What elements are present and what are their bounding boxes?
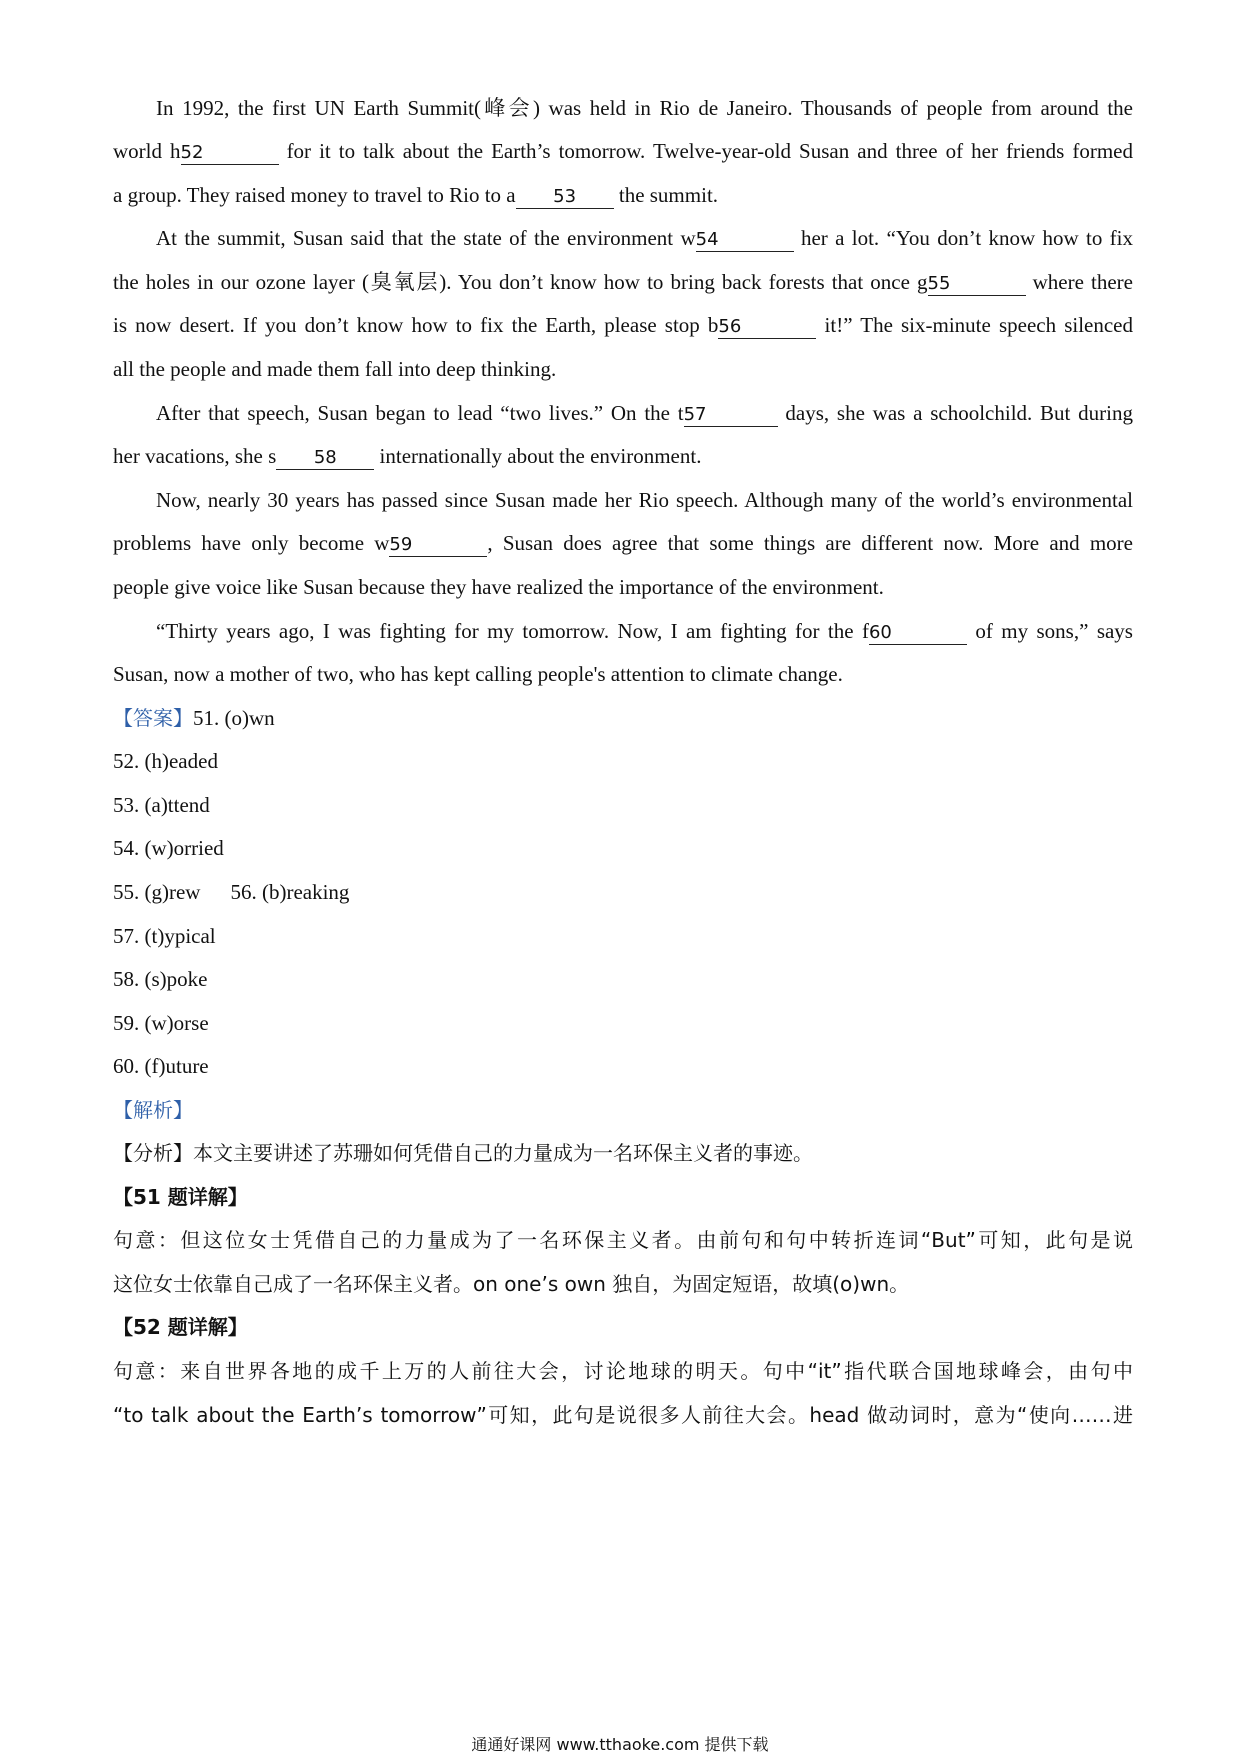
passage-text: the summit. [613,183,719,207]
detail-51-line: 句意：但这位女士凭借自己的力量成为了一名环保主义者。由前句和句中转折连词“But”可知，此句是说 [113,1228,1133,1252]
answer-54: 54. (w)orried [113,836,224,860]
passage-text: days, she was a schoolchild. But during [777,401,1134,425]
passage-text: After that speech, Susan began to lead “two lives.” On the t [156,401,684,425]
answer-line [113,704,1133,735]
blank-56[interactable]: 56 [718,316,816,339]
answer-60: 60. (f)uture [113,1054,209,1078]
passage-text: , Susan does agree that some things are different now. More and more [487,531,1133,555]
detail-52-line: 句意：来自世界各地的成千上万的人前往大会，讨论地球的明天。句中“it”指代联合国地球峰会，由句中 [113,1359,1133,1383]
answer-line [113,878,1133,906]
blank-59[interactable]: 59 [389,534,487,557]
passage-line [156,224,1133,252]
passage-line [113,181,1133,209]
passage-text: where there [1025,270,1133,294]
answer-53: 53. (a)ttend [113,793,210,817]
passage-line [156,617,1133,645]
analysis-tag: 【解析】 [113,1098,193,1122]
answer-51: 51. (o)wn [193,706,275,730]
answer-59: 59. (w)orse [113,1011,209,1035]
detail-51-line: 这位女士依靠自己成了一名环保主义者。on one’s own 独自，为固定短语，故填(o)wn。 [113,1272,910,1296]
passage-line: In 1992, the first UN Earth Summit(峰会) was held in Rio de Janeiro. Thousands of people from around the [156,96,1133,120]
passage-line: people give voice like Susan because they have realized the importance of the environment. [113,575,884,599]
passage-text: problems have only become w [113,531,390,555]
passage-text: a group. They raised money to travel to Rio to a [113,183,516,207]
passage-text: the holes in our ozone layer (臭氧层). You don’t know how to bring back forests that once g [113,270,928,294]
passage-line: Now, nearly 30 years has passed since Susan made her Rio speech. Although many of the world’s environmental [156,488,1133,512]
blank-58[interactable]: 58 [276,447,374,470]
analysis-summary: 【分析】本文主要讲述了苏珊如何凭借自己的力量成为一名环保主义者的事迹。 [113,1141,813,1165]
passage-text: internationally about the environment. [374,444,702,468]
passage-line: all the people and made them fall into deep thinking. [113,357,557,381]
answer-57: 57. (t)ypical [113,924,216,948]
passage-line [113,529,1133,557]
passage-text: for it to talk about the Earth’s tomorrow. Twelve-year-old Susan and three of her friends formed [278,139,1133,163]
passage-text: it!” The six-minute speech silenced [816,313,1133,337]
blank-54[interactable]: 54 [696,229,794,252]
passage-text: her vacations, she s [113,444,277,468]
blank-60[interactable]: 60 [869,622,967,645]
detail-heading-52: 【52 题详解】 [113,1315,248,1339]
detail-heading-51: 【51 题详解】 [113,1185,248,1209]
blank-55[interactable]: 55 [928,273,1026,296]
passage-text: her a lot. “You don’t know how to fix [793,226,1133,250]
passage-text: is now desert. If you don’t know how to fix the Earth, please stop b [113,313,719,337]
page-footer: 通通好课网 www.tthaoke.com 提供下载 [471,1735,769,1754]
blank-52[interactable]: 52 [181,142,279,165]
answer-56: 56. (b)reaking [230,880,350,904]
blank-53[interactable]: 53 [516,186,614,209]
passage-line: Susan, now a mother of two, who has kept calling people's attention to climate change. [113,662,843,686]
passage-line [113,137,1133,165]
passage-line [156,399,1133,427]
answer-52: 52. (h)eaded [113,749,218,773]
answer-tag: 【答案】 [113,706,193,730]
passage-line [113,268,1133,296]
passage-text: of my sons,” says [966,619,1133,643]
detail-52-line: “to talk about the Earth’s tomorrow”可知，此句是说很多人前往大会。head 做动词时，意为“使向……进 [113,1403,1133,1427]
answer-55: 55. (g)rew [113,880,201,904]
passage-text: “Thirty years ago, I was fighting for my tomorrow. Now, I am fighting for the f [156,619,869,643]
blank-57[interactable]: 57 [684,404,778,427]
passage-text: At the summit, Susan said that the state of the environment w [156,226,696,250]
passage-line [113,442,1133,470]
passage-text: world h [113,139,181,163]
passage-line [113,311,1133,339]
answer-58: 58. (s)poke [113,967,208,991]
